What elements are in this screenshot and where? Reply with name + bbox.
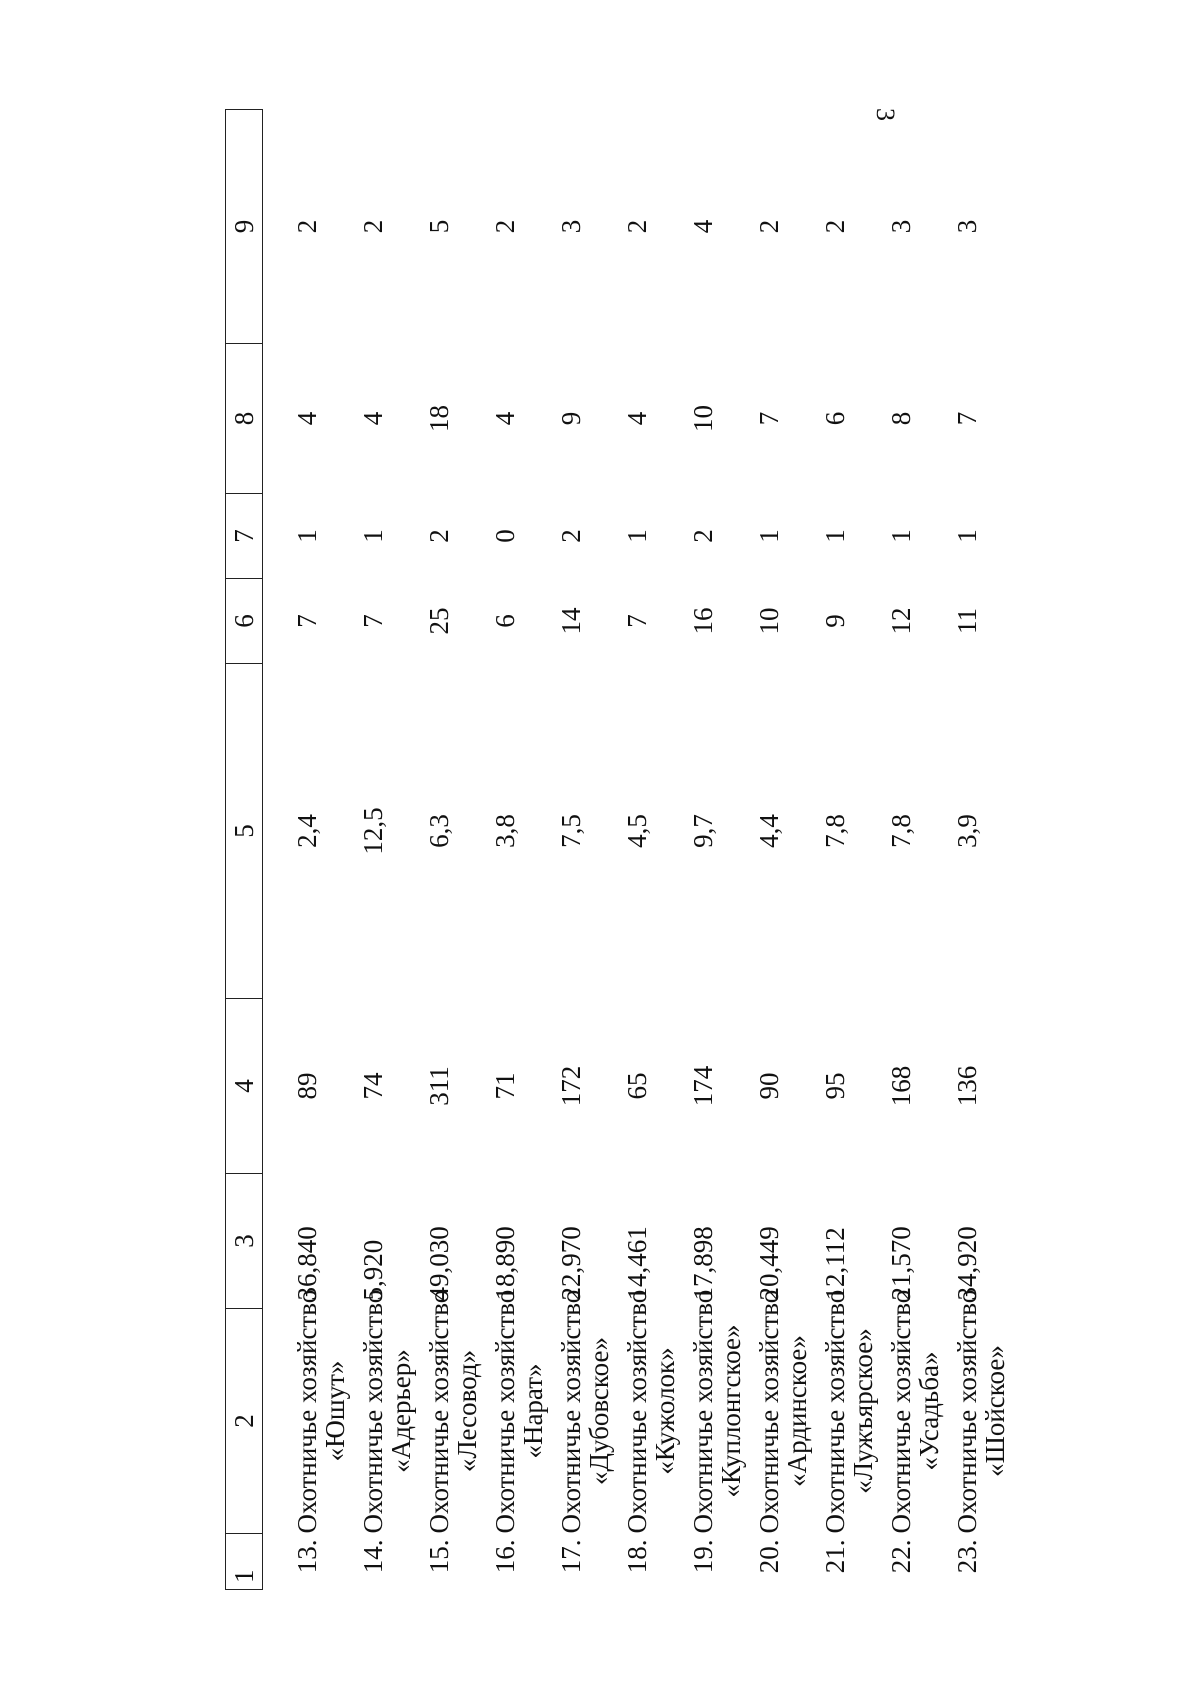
cell-col-4: 311 <box>423 1066 454 1106</box>
cell-farm-name <box>263 1289 359 1534</box>
cell-row-number: 14. <box>357 1539 388 1574</box>
cell-row-number: 20. <box>753 1539 784 1574</box>
cell-col-9: 3 <box>885 219 916 234</box>
farm-name-title: «Ардинское» <box>781 1335 812 1487</box>
cell-col-8: 10 <box>687 405 718 432</box>
cell-col-7: 1 <box>819 529 850 543</box>
farm-name-type: Охотничье хозяйство <box>885 1289 916 1534</box>
header-col-2: 2 <box>226 1309 263 1534</box>
table-row <box>887 110 953 1590</box>
cell-col-5: 7,5 <box>555 814 586 848</box>
farm-name-title: «Юшут» <box>320 1360 351 1462</box>
farm-name-type: Охотничье хозяйство <box>423 1289 454 1534</box>
cell-col-3: 21,570 <box>885 1226 916 1301</box>
cell-col-4: 90 <box>753 1072 784 1100</box>
farm-name-title: «Лесовод» <box>451 1349 482 1473</box>
cell-col-6: 10 <box>753 607 784 635</box>
cell-farm-name <box>357 1289 425 1534</box>
cell-col-5: 4,4 <box>753 814 784 848</box>
header-col-6: 6 <box>226 579 263 664</box>
cell-farm-name <box>885 1289 953 1534</box>
cell-col-5: 2,4 <box>292 814 322 848</box>
cell-col-9: 4 <box>687 219 718 234</box>
cell-col-6: 16 <box>687 607 718 635</box>
cell-col-4: 172 <box>555 1065 586 1107</box>
table-row <box>491 110 557 1590</box>
farm-name-type: Охотничье хозяйство <box>555 1289 586 1534</box>
cell-col-8: 8 <box>885 411 916 426</box>
cell-col-5: 4,5 <box>621 814 652 848</box>
cell-col-6: 7 <box>621 614 652 628</box>
farm-name-title: «Адерьер» <box>385 1349 416 1473</box>
cell-col-9: 3 <box>951 219 982 234</box>
cell-col-8: 18 <box>423 405 454 432</box>
table-row <box>557 110 623 1590</box>
table-row <box>263 110 359 1590</box>
cell-col-4: 136 <box>951 1065 982 1107</box>
cell-col-6: 11 <box>951 608 982 634</box>
cell-farm-name <box>621 1289 689 1534</box>
cell-col-4: 74 <box>357 1072 388 1100</box>
cell-col-9: 5 <box>423 219 454 234</box>
cell-col-3: 34,920 <box>951 1226 982 1301</box>
cell-col-5: 12,5 <box>357 807 388 855</box>
cell-farm-name <box>753 1289 821 1534</box>
table-row <box>689 110 755 1590</box>
cell-col-7: 2 <box>687 529 718 543</box>
cell-col-7: 2 <box>423 529 454 543</box>
table-row <box>821 110 887 1590</box>
cell-row-number: 13. <box>292 1539 322 1574</box>
cell-col-8: 4 <box>621 411 652 426</box>
cell-col-3: 49,030 <box>423 1226 454 1301</box>
farm-name-type: Охотничье хозяйство <box>687 1289 718 1534</box>
farm-name-title: «Усадьба» <box>913 1351 944 1471</box>
farm-name-title: «Шойское» <box>979 1345 1010 1477</box>
cell-col-8: 6 <box>819 411 850 426</box>
cell-col-6: 12 <box>885 607 916 635</box>
header-col-9: 9 <box>226 110 263 344</box>
cell-col-4: 65 <box>621 1072 652 1100</box>
table-row <box>425 110 491 1590</box>
farm-name-type: Охотничье хозяйство <box>489 1289 520 1534</box>
cell-col-3: 5,920 <box>357 1239 388 1301</box>
farm-name-type: Охотничье хозяйство <box>292 1289 322 1534</box>
cell-col-9: 2 <box>753 219 784 234</box>
cell-col-5: 3,9 <box>951 814 982 848</box>
cell-col-3: 22,970 <box>555 1226 586 1301</box>
header-col-3: 3 <box>226 1174 263 1309</box>
cell-farm-name <box>555 1289 623 1534</box>
cell-col-9: 2 <box>489 219 520 234</box>
cell-col-8: 4 <box>357 411 388 426</box>
farm-name-type: Охотничье хозяйство <box>753 1289 784 1534</box>
farm-name-type: Охотничье хозяйство <box>819 1289 850 1534</box>
cell-row-number: 19. <box>687 1539 718 1574</box>
hunting-farms-table <box>225 109 1019 1590</box>
table-row <box>953 110 1019 1590</box>
cell-row-number: 15. <box>423 1539 454 1574</box>
farm-name-title: «Нарат» <box>517 1363 548 1459</box>
farm-name-title: «Лужъярское» <box>847 1328 878 1494</box>
cell-row-number: 18. <box>621 1539 652 1574</box>
farm-name-title: «Кужолок» <box>649 1347 680 1475</box>
header-col-8: 8 <box>226 344 263 494</box>
cell-col-3: 14,461 <box>621 1226 652 1301</box>
cell-col-7: 0 <box>489 529 520 543</box>
cell-col-7: 1 <box>621 529 652 543</box>
cell-col-7: 1 <box>357 529 388 543</box>
farm-name-type: Охотничье хозяйство <box>951 1289 982 1534</box>
cell-col-3: 36,840 <box>292 1226 322 1301</box>
table-row <box>359 110 425 1590</box>
cell-col-7: 1 <box>292 529 322 543</box>
cell-col-5: 6,3 <box>423 814 454 848</box>
cell-col-3: 20,449 <box>753 1226 784 1301</box>
rotated-table-stage <box>225 110 1025 1590</box>
cell-col-6: 7 <box>357 614 388 628</box>
header-col-1: 1 <box>226 1534 263 1590</box>
cell-farm-name <box>687 1289 755 1534</box>
cell-row-number: 16. <box>489 1539 520 1574</box>
cell-col-3: 18,890 <box>489 1226 520 1301</box>
cell-col-5: 7,8 <box>885 814 916 848</box>
cell-col-6: 7 <box>292 614 322 628</box>
header-col-7: 7 <box>226 494 263 579</box>
cell-col-6: 9 <box>819 614 850 628</box>
cell-row-number: 21. <box>819 1539 850 1574</box>
cell-col-3: 12,112 <box>819 1227 850 1301</box>
cell-farm-name <box>819 1289 887 1534</box>
farm-name-type: Охотничье хозяйство <box>357 1289 388 1534</box>
cell-col-6: 25 <box>423 607 454 635</box>
cell-col-9: 2 <box>357 219 388 234</box>
cell-col-4: 71 <box>489 1072 520 1100</box>
cell-col-4: 168 <box>885 1065 916 1107</box>
cell-col-4: 174 <box>687 1065 718 1107</box>
cell-col-8: 9 <box>555 411 586 426</box>
cell-col-6: 14 <box>555 607 586 635</box>
cell-col-9: 2 <box>819 219 850 234</box>
table-body <box>263 110 1019 1590</box>
cell-farm-name <box>951 1289 1019 1534</box>
cell-col-6: 6 <box>489 614 520 628</box>
header-col-4: 4 <box>226 999 263 1174</box>
cell-col-7: 1 <box>753 529 784 543</box>
cell-farm-name <box>423 1289 491 1534</box>
cell-col-7: 2 <box>555 529 586 543</box>
cell-col-8: 4 <box>489 411 520 426</box>
cell-col-8: 7 <box>951 411 982 426</box>
cell-col-9: 3 <box>555 219 586 234</box>
cell-col-7: 1 <box>951 529 982 543</box>
cell-col-3: 17,898 <box>687 1226 718 1301</box>
page-number: 3 <box>871 108 900 121</box>
farm-name-title: «Дубовское» <box>583 1337 614 1485</box>
cell-col-9: 2 <box>621 219 652 234</box>
cell-col-8: 7 <box>753 411 784 426</box>
farm-name-type: Охотничье хозяйство <box>621 1289 652 1534</box>
cell-col-9: 2 <box>292 219 322 234</box>
table-row <box>623 110 689 1590</box>
cell-row-number: 22. <box>885 1539 916 1574</box>
cell-col-5: 9,7 <box>687 814 718 848</box>
cell-row-number: 17. <box>555 1539 586 1574</box>
farm-name-title: «Куплонгское» <box>715 1324 746 1498</box>
cell-col-7: 1 <box>885 529 916 543</box>
table-header-row <box>226 110 263 1590</box>
cell-col-5: 7,8 <box>819 814 850 848</box>
cell-col-5: 3,8 <box>489 814 520 848</box>
cell-farm-name <box>489 1289 557 1534</box>
cell-col-8: 4 <box>292 411 322 426</box>
table-row <box>755 110 821 1590</box>
cell-col-4: 95 <box>819 1072 850 1100</box>
cell-row-number: 23. <box>951 1539 982 1574</box>
cell-col-4: 89 <box>292 1072 322 1100</box>
header-col-5: 5 <box>226 664 263 999</box>
